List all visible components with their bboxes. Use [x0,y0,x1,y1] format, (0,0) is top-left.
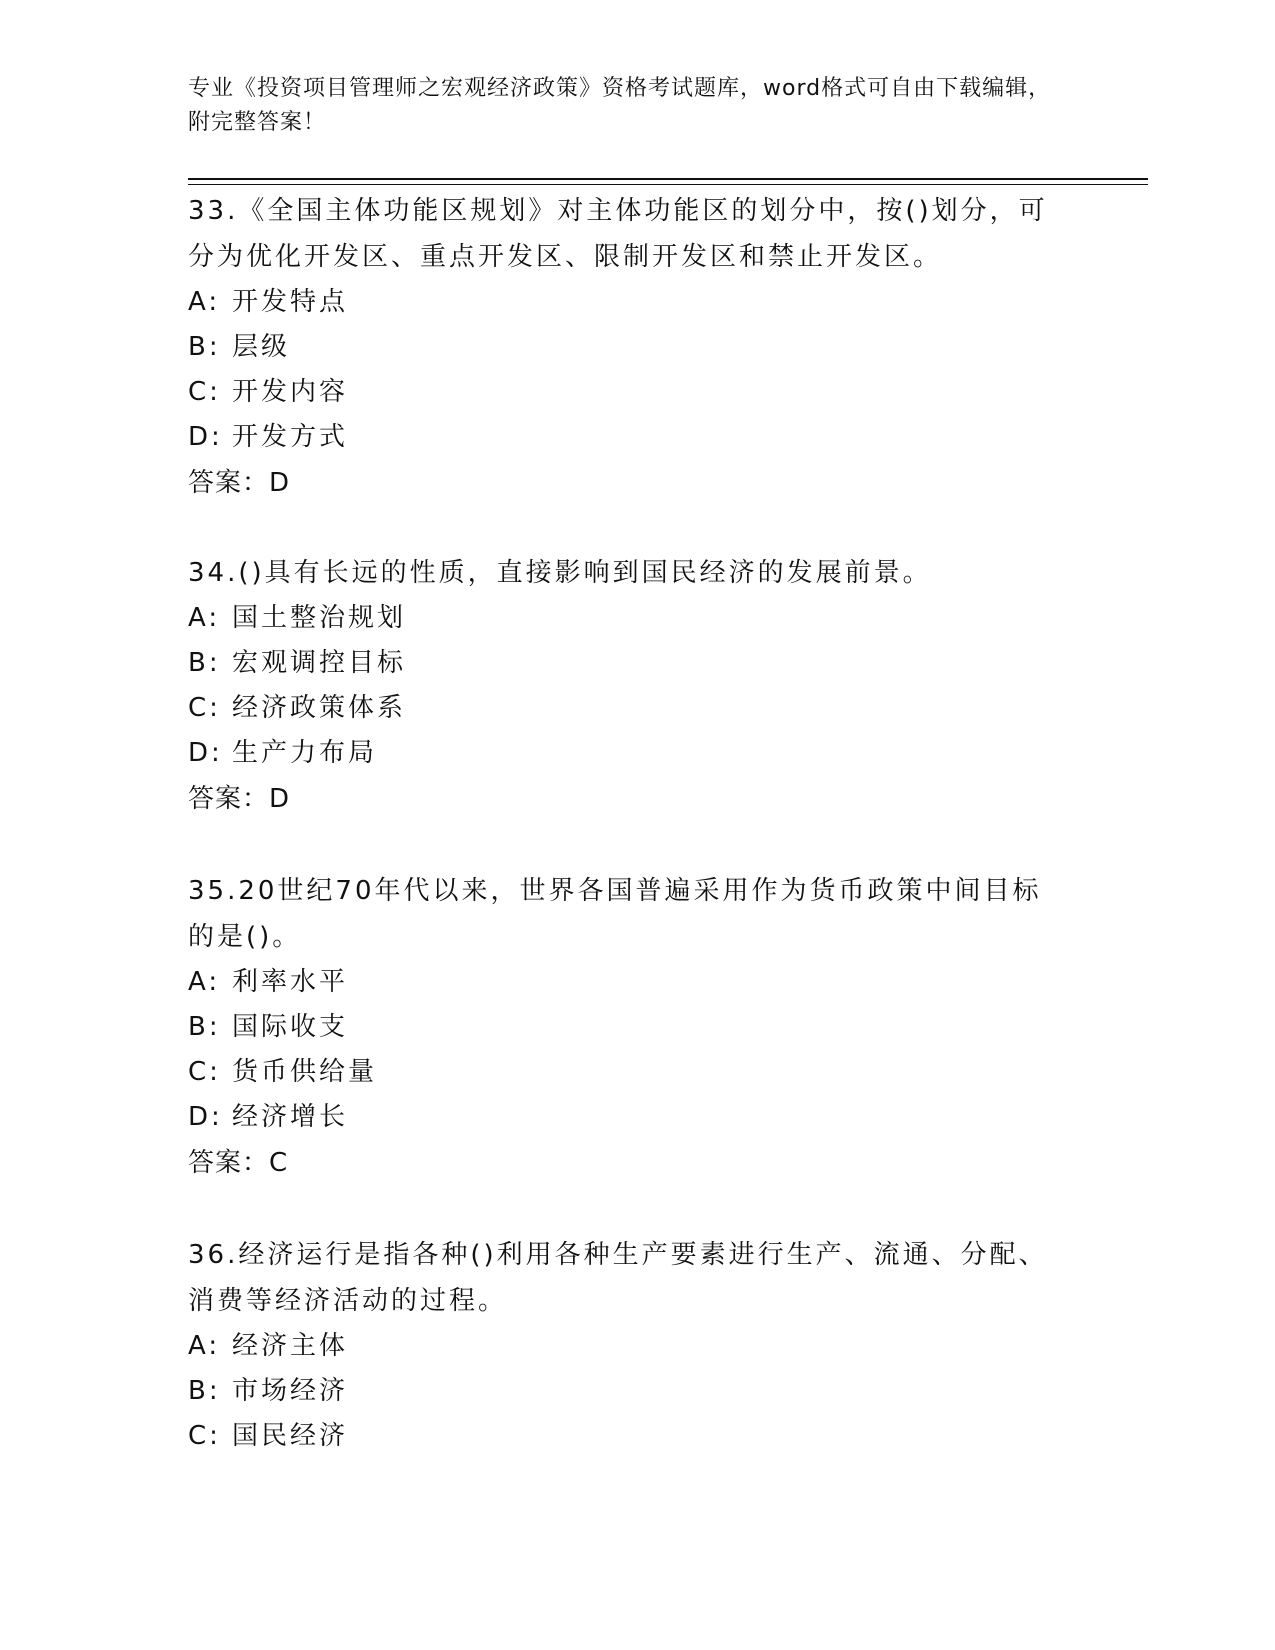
option-letter: B: [188,1012,221,1042]
option-text: 经济政策体系 [232,693,407,723]
option-letter: A: [188,603,221,633]
option-text: 开发内容 [232,377,349,407]
option-letter: C: [188,1421,221,1451]
option-letter: C: [188,377,221,407]
option-d [188,415,1088,460]
option-text: 国土整治规划 [232,603,407,633]
option-d [188,731,1088,776]
answer-line: 答案：D [188,784,291,814]
option-b [188,1369,1088,1414]
option-letter: D: [188,738,223,768]
option-text: 利率水平 [232,967,349,997]
option-c [188,1414,1088,1459]
question-stem: 33.《全国主体功能区规划》对主体功能区的划分中，按()划分，可分为优化开发区、重点开发区、限制开发区和禁止开发区。 [188,196,1048,272]
option-text: 货币供给量 [232,1057,378,1087]
option-d [188,1095,1088,1140]
question-35 [188,868,1088,1186]
question-36 [188,1232,1088,1459]
option-c [188,686,1088,731]
option-letter: B: [188,648,221,678]
option-text: 国民经济 [232,1421,349,1451]
option-letter: D: [188,422,223,452]
answer-line: 答案：C [188,1148,289,1178]
option-text: 宏观调控目标 [232,648,407,678]
header-divider-thick [188,178,1148,180]
option-text: 层级 [232,332,291,362]
option-b [188,641,1088,686]
option-a [188,280,1088,325]
question-34 [188,550,1088,822]
option-text: 经济增长 [232,1102,349,1132]
option-letter: C: [188,693,221,723]
document-header: 专业《投资项目管理师之宏观经济政策》资格考试题库，word格式可自由下载编辑，附完整答案！ [188,76,1052,135]
option-text: 开发特点 [232,287,349,317]
option-b [188,1005,1088,1050]
option-text: 开发方式 [232,422,349,452]
option-c [188,370,1088,415]
question-stem: 34.()具有长远的性质，直接影响到国民经济的发展前景。 [188,558,932,588]
option-a [188,596,1088,641]
option-text: 生产力布局 [232,738,378,768]
option-letter: D: [188,1102,223,1132]
option-letter: B: [188,332,221,362]
option-text: 国际收支 [232,1012,349,1042]
option-text: 市场经济 [232,1376,349,1406]
option-text: 经济主体 [232,1331,349,1361]
option-b [188,325,1088,370]
option-letter: A: [188,967,221,997]
question-stem: 36.经济运行是指各种()利用各种生产要素进行生产、流通、分配、消费等经济活动的过程。 [188,1240,1048,1316]
question-stem: 35.20世纪70年代以来，世界各国普遍采用作为货币政策中间目标的是()。 [188,876,1042,952]
question-33 [188,188,1088,506]
option-c [188,1050,1088,1095]
option-a [188,960,1088,1005]
answer-line: 答案：D [188,468,291,498]
header-divider-thin [188,184,1148,185]
option-a [188,1324,1088,1369]
option-letter: A: [188,1331,221,1361]
option-letter: B: [188,1376,221,1406]
option-letter: C: [188,1057,221,1087]
option-letter: A: [188,287,221,317]
